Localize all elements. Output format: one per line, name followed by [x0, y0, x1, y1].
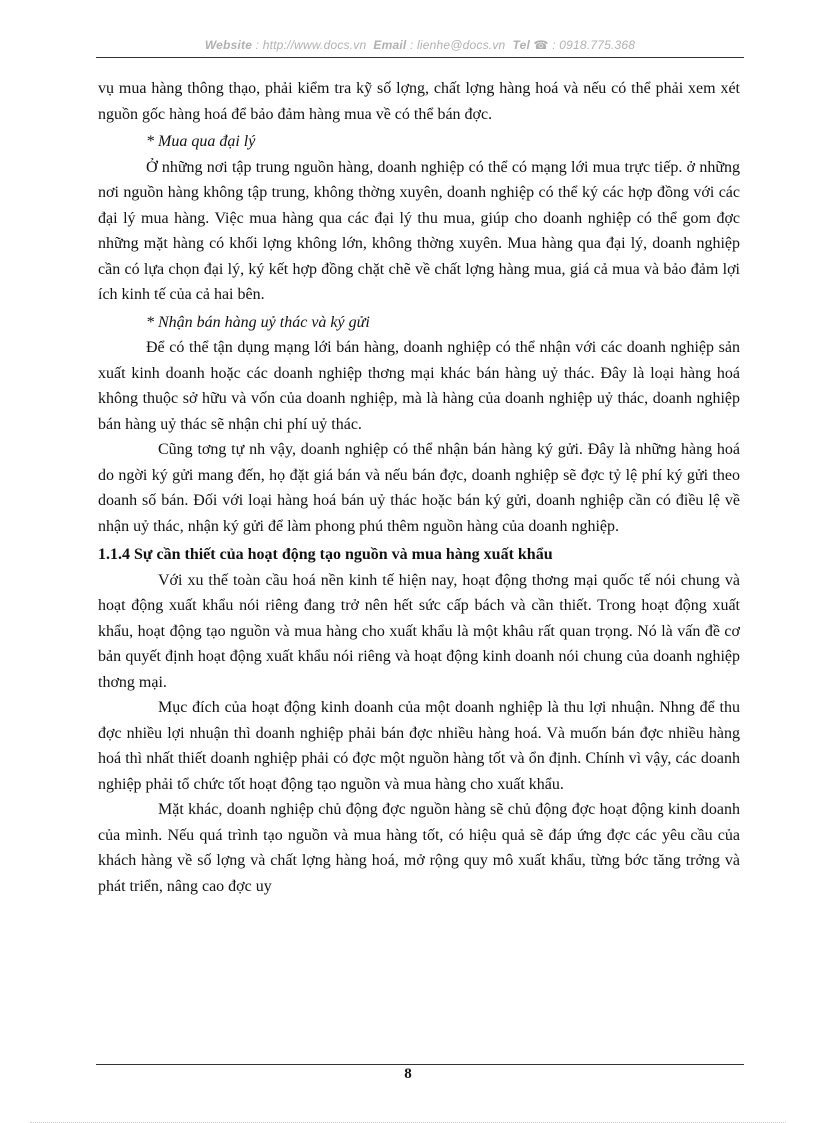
paragraph: Ở những nơi tập trung nguồn hàng, doanh nghiệp có thể có mạng lới mua trực tiếp. ở những nơi nguồn hàng không tập trung, không thờng xuyên, doanh nghiệp có thể ký các hợp đồng với các đại lý mua hàng. Việc mua hàng qua các đại lý thu mua, giúp cho doanh nghiệp có thể gom đợc những mặt hàng có khối lợng không lớn, không thờng xuyên. Mua hàng qua đại lý, doanh nghiệp cần có lựa chọn đại lý, ký kết hợp đồng chặt chẽ về chất lợng hàng mua, giá cả mua và bảo đảm lợi ích kinh tế của cả hai bên. [98, 158, 740, 303]
subheading-mua-qua-dai-ly: * Mua qua đại lý [146, 133, 256, 150]
website-value: : http://www.docs.vn [255, 38, 367, 52]
tel-value: ☎ : 0918.775.368 [533, 38, 636, 52]
paragraph: Cũng tơng tự nh vậy, doanh nghiệp có thể nhận bán hàng ký gửi. Đây là những hàng hoá do ngời ký gửi mang đến, họ đặt giá bán và nếu bán đợc, doanh nghiệp sẽ đợc tỷ lệ phí ký gửi theo doanh số bán. Đối với loại hàng hoá bán uỷ thác hoặc bán ký gửi, doanh nghiệp cần có điều lệ về nhận uỷ thác, nhận ký gửi để làm phong phú thêm nguồn hàng của doanh nghiệp. [98, 441, 740, 535]
paragraph: Với xu thế toàn cầu hoá nền kinh tế hiện nay, hoạt động thơng mại quốc tế nói chung và hoạt động xuất khẩu nói riêng đang trở nên hết sức cấp bách và cần thiết. Trong hoạt động xuất khẩu, hoạt động tạo nguồn và mua hàng cho xuất khẩu là một khâu rất quan trọng. Nó là vấn đề cơ bản quyết định hoạt động xuất khẩu nói riêng và hoạt động kinh doanh nói chung của doanh nghiệp thơng mại. [98, 571, 740, 691]
paragraph: vụ mua hàng thông thạo, phải kiểm tra kỹ số lợng, chất lợng hàng hoá và nếu có thể phải xem xét nguồn gốc hàng hoá để bảo đảm hàng mua về có thể bán đợc. [98, 80, 740, 123]
page-number: 8 [404, 1066, 412, 1082]
paragraph: Mặt khác, doanh nghiệp chủ động đợc nguồn hàng sẽ chủ động đợc hoạt động kinh doanh của mình. Nếu quá trình tạo nguồn và mua hàng tốt, có hiệu quả sẽ đáp ứng đợc các yêu cầu của khách hàng về số lợng và chất lợng hàng hoá, mở rộng quy mô xuất khẩu, từng bớc tăng trởng và phát triển, nâng cao đợc uy [98, 801, 740, 895]
tel-label: Tel [512, 38, 530, 52]
email-value: : lienhe@docs.vn [409, 38, 506, 52]
subheading-nhan-ban-hang: * Nhận bán hàng uỷ thác và ký gửi [146, 313, 370, 331]
page-body [98, 76, 740, 899]
page-header [96, 38, 744, 52]
header-divider [96, 57, 744, 58]
website-label: Website [204, 38, 253, 52]
footer-divider [96, 1064, 744, 1065]
email-label: Email [373, 38, 407, 52]
section-heading: 1.1.4 Sự cần thiết của hoạt động tạo nguồn và mua hàng xuất khẩu [98, 546, 553, 563]
paragraph: Mục đích của hoạt động kinh doanh của một doanh nghiệp là thu lợi nhuận. Nhng để thu đợc nhiều lợi nhuận thì doanh nghiệp phải bán đợc nhiều hàng hoá. Và muốn bán đợc nhiều hàng hoá thì nhất thiết doanh nghiệp phải có đợc một nguồn hàng tốt và ổn định. Chính vì vậy, các doanh nghiệp phải tổ chức tốt hoạt động tạo nguồn và mua hàng cho xuất khẩu. [98, 699, 740, 793]
paragraph: Để có thể tận dụng mạng lới bán hàng, doanh nghiệp có thể nhận với các doanh nghiệp sản xuất kinh doanh hoặc các doanh nghiệp thơng mại khác bán hàng uỷ thác. Đây là loại hàng hoá không thuộc sở hữu và vốn của doanh nghiệp, mà là hàng của doanh nghiệp uỷ thác, doanh nghiệp bán hàng uỷ thác sẽ nhận chi phí uỷ thác. [98, 339, 740, 433]
